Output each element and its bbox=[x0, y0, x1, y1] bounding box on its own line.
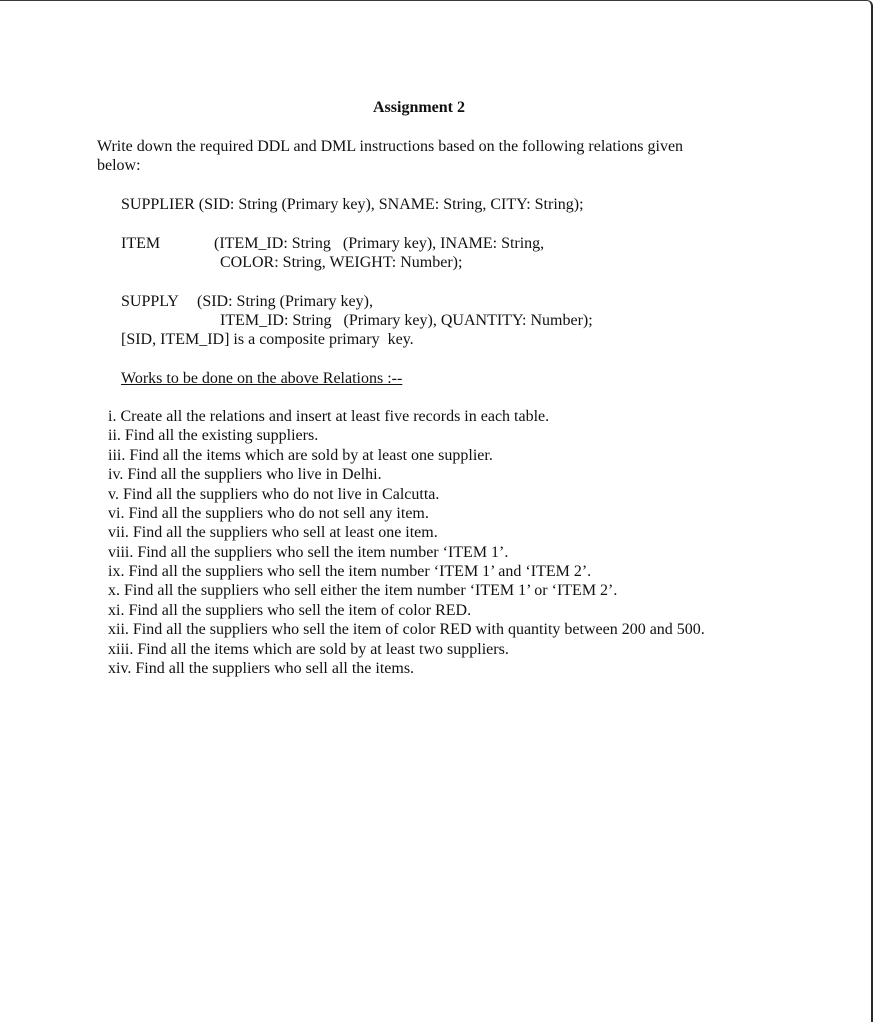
page-title: Assignment 2 bbox=[372, 99, 465, 116]
task-item: xi. Find all the suppliers who sell the item of color RED. bbox=[108, 602, 472, 619]
relation-supplier: SUPPLIER (SID: String (Primary key), SNAME: String, CITY: String); bbox=[121, 196, 584, 213]
task-item: iv. Find all the suppliers who live in Delhi. bbox=[108, 466, 382, 483]
task-item: v. Find all the suppliers who do not live in Calcutta. bbox=[108, 486, 440, 503]
task-item: viii. Find all the suppliers who sell the item number ‘ITEM 1’. bbox=[108, 544, 509, 561]
relation-supply-line-1: (SID: String (Primary key), bbox=[197, 293, 373, 310]
task-item: xiii. Find all the items which are sold by at least two suppliers. bbox=[108, 641, 509, 658]
relation-supply-name: SUPPLY bbox=[121, 293, 179, 310]
task-item: i. Create all the relations and insert at least five records in each table. bbox=[108, 408, 550, 425]
task-item: ix. Find all the suppliers who sell the item number ‘ITEM 1’ and ‘ITEM 2’. bbox=[108, 563, 592, 580]
intro-line-1: Write down the required DDL and DML instructions based on the following relations given bbox=[97, 138, 684, 155]
task-item: xiv. Find all the suppliers who sell all the items. bbox=[108, 660, 415, 677]
relation-item-line-1: (ITEM_ID: String (Primary key), INAME: String, bbox=[214, 235, 545, 252]
intro-line-2: below: bbox=[97, 157, 141, 174]
relation-item-name: ITEM bbox=[121, 235, 161, 252]
relation-supply-line-2: ITEM_ID: String (Primary key), QUANTITY: Number); bbox=[220, 312, 593, 329]
composite-key-note: [SID, ITEM_ID] is a composite primary key. bbox=[121, 331, 414, 348]
task-item: xii. Find all the suppliers who sell the item of color RED with quantity between 200 and 500. bbox=[108, 621, 705, 638]
task-item: ii. Find all the existing suppliers. bbox=[108, 427, 319, 444]
task-item: x. Find all the suppliers who sell either the item number ‘ITEM 1’ or ‘ITEM 2’. bbox=[108, 582, 618, 599]
relation-item-line-2: COLOR: String, WEIGHT: Number); bbox=[220, 254, 463, 271]
task-item: vi. Find all the suppliers who do not sell any item. bbox=[108, 505, 429, 522]
task-item: vii. Find all the suppliers who sell at least one item. bbox=[108, 524, 438, 541]
task-item: iii. Find all the items which are sold by at least one supplier. bbox=[108, 447, 493, 464]
works-heading: Works to be done on the above Relations :-- bbox=[121, 370, 403, 387]
